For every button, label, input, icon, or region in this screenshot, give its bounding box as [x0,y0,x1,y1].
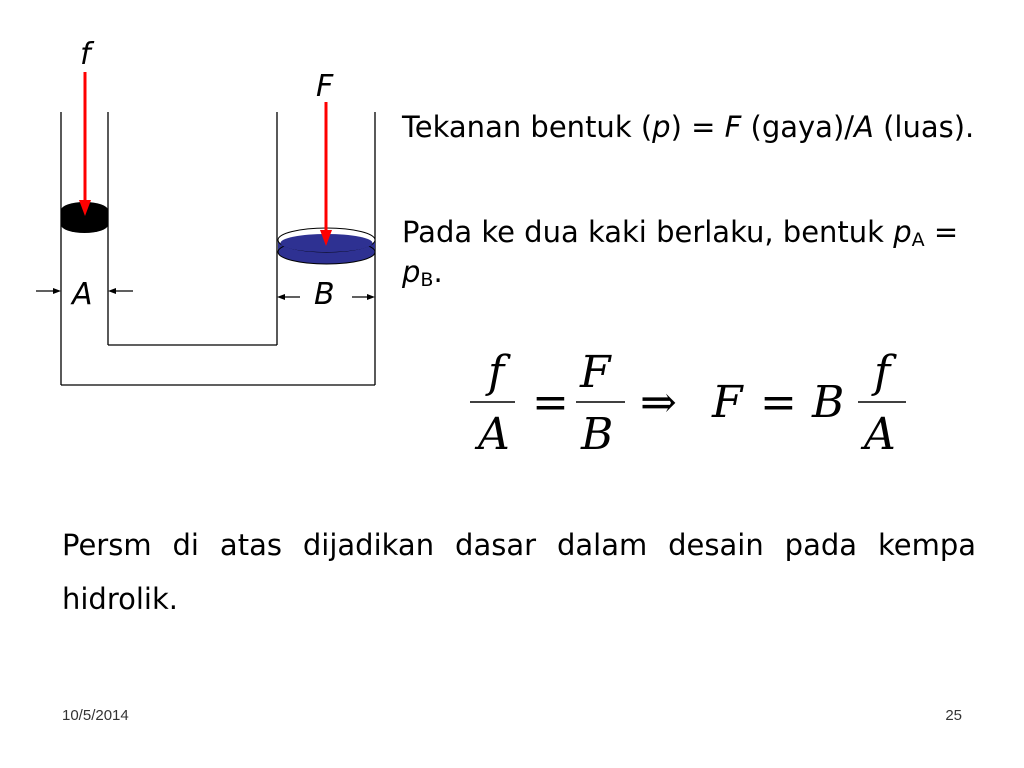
formula-F-numerator: F [580,347,611,398]
body-text: Persm di atas dijadikan dasar dalam desain pada kempa hidrolik. [62,528,976,616]
page-number: 25 [945,707,962,724]
hydraulic-diagram [0,0,400,400]
formula-B-denominator: B [581,409,614,460]
footer-date: 10/5/2014 [62,707,129,724]
formula-A-denominator: A [478,409,510,460]
formula-implies: ⇒ [640,377,677,428]
formula-equals-1: = [532,377,569,428]
formula-A-denominator-2: A [864,409,896,460]
hydraulic-formula [450,345,930,465]
area-small-label: A [72,277,93,312]
pressure-definition: Tekanan bentuk (p) = F (gaya)/A (luas). [402,110,975,144]
formula-B: B [812,377,845,428]
force-small-label: f [80,37,91,72]
force-arrow-small [79,72,91,216]
force-large-label: F [316,69,334,104]
formula-f-numerator-2: f [874,347,891,398]
area-large-label: B [314,277,335,312]
formula-f-numerator: f [488,347,505,398]
equal-pressure-statement: Pada ke dua kaki berlaku, bentuk $p_A = p_B$. [402,215,959,291]
formula-F: F [712,377,743,428]
formula-equals-2: = [760,377,797,428]
force-arrow-large [320,102,332,246]
